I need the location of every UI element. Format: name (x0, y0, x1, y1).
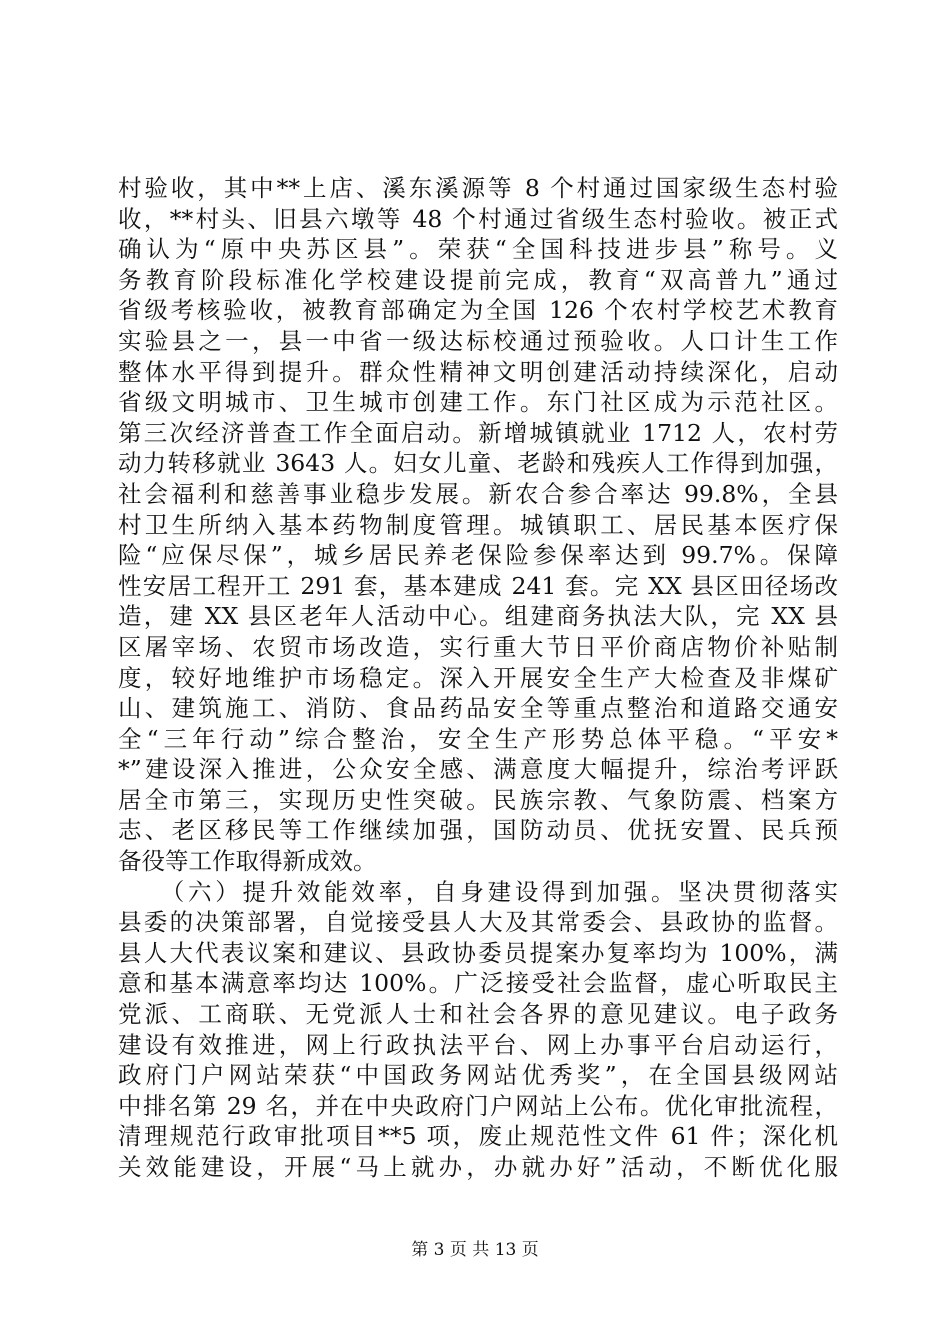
text-line: 整体水平得到提升。群众性精神文明创建活动持续深化，启动 (118, 357, 838, 386)
text-line: 确认为“原中央苏区县”。荣获“全国科技进步县”称号。义 (118, 235, 838, 264)
text-line: 省级考核验收，被教育部确定为全国 126 个农村学校艺术教育 (118, 296, 838, 325)
text-line: 社会福利和慈善事业稳步发展。新农合参合率达 99.8%，全县 (118, 479, 838, 508)
text-line: 全“三年行动”综合整治，安全生产形势总体平稳。“平安* (118, 724, 838, 753)
text-line: 省级文明城市、卫生城市创建工作。东门社区成为示范社区。 (118, 388, 838, 417)
text-line: 清理规范行政审批项目**5 项，废止规范性文件 61 件；深化机 (118, 1122, 838, 1151)
text-line: *”建设深入推进，公众安全感、满意度大幅提升，综治考评跃 (118, 755, 838, 784)
page-footer: 第 3 页 共 13 页 (411, 1240, 539, 1260)
body-text (118, 173, 838, 1183)
text-line: 意和基本满意率均达 100%。广泛接受社会监督，虚心听取民主 (118, 969, 838, 998)
text-line: 动力转移就业 3643 人。妇女儿童、老龄和残疾人工作得到加强， (118, 449, 838, 478)
text-line: 关效能建设，开展“马上就办，办就办好”活动，不断优化服 (118, 1153, 838, 1181)
paragraph-end-line: 备役等工作取得新成效。 (118, 847, 377, 876)
text-line: 村卫生所纳入基本药物制度管理。城镇职工、居民基本医疗保 (118, 510, 838, 539)
text-line: 县委的决策部署，自觉接受县人大及其常委会、县政协的监督。 (118, 908, 838, 937)
paragraph-start-line: （六）提升效能效率，自身建设得到加强。坚决贯彻落实 (118, 877, 838, 906)
text-line: 山、建筑施工、消防、食品药品安全等重点整治和道路交通安 (118, 694, 838, 723)
text-line: 度，较好地维护市场稳定。深入开展安全生产大检查及非煤矿 (118, 663, 838, 692)
text-line: 第三次经济普查工作全面启动。新增城镇就业 1712 人，农村劳 (118, 418, 838, 447)
text-line: 村验收，其中**上店、溪东溪源等 8 个村通过国家级生态村验 (118, 174, 838, 202)
text-line: 区屠宰场、农贸市场改造，实行重大节日平价商店物价补贴制 (118, 632, 838, 661)
text-line: 党派、工商联、无党派人士和社会各界的意见建议。电子政务 (118, 1000, 838, 1029)
text-line: 实验县之一，县一中省一级达标校通过预验收。人口计生工作 (118, 326, 838, 355)
text-line: 造，建 XX 县区老年人活动中心。组建商务执法大队，完 XX 县 (118, 602, 838, 631)
text-line: 志、老区移民等工作继续加强，国防动员、优抚安置、民兵预 (118, 816, 838, 845)
text-line: 政府门户网站荣获“中国政务网站优秀奖”，在全国县级网站 (118, 1061, 838, 1090)
text-line: 居全市第三，实现历史性突破。民族宗教、气象防震、档案方 (118, 785, 838, 814)
text-line: 性安居工程开工 291 套，基本建成 241 套。完 XX 县区田径场改 (118, 571, 838, 600)
text-line: 收，**村头、旧县六墩等 48 个村通过省级生态村验收。被正式 (118, 204, 838, 233)
text-line: 县人大代表议案和建议、县政协委员提案办复率均为 100%，满 (118, 938, 838, 967)
text-line: 中排名第 29 名，并在中央政府门户网站上公布。优化审批流程， (118, 1091, 838, 1120)
text-line: 建设有效推进，网上行政执法平台、网上办事平台启动运行， (118, 1030, 838, 1059)
text-line: 险“应保尽保”，城乡居民养老保险参保率达到 99.7%。保障 (118, 541, 838, 570)
text-line: 务教育阶段标准化学校建设提前完成，教育“双高普九”通过 (118, 265, 838, 294)
